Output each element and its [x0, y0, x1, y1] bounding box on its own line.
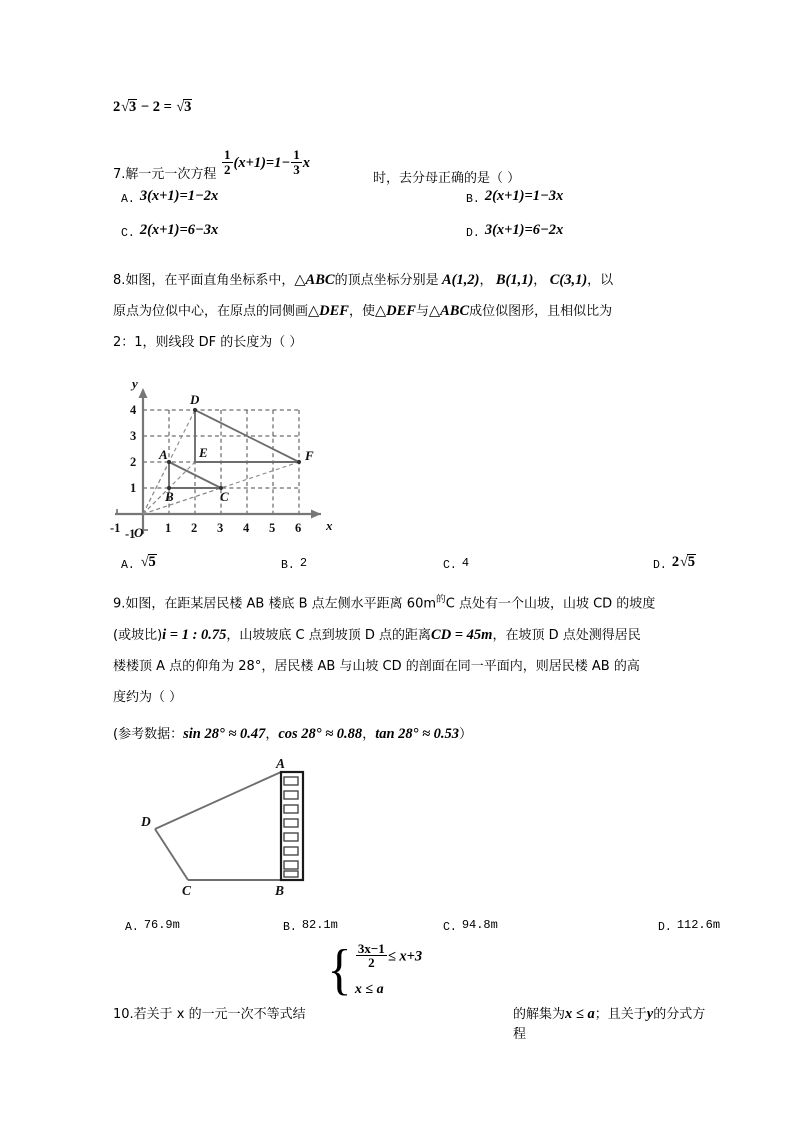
q10-stem-text: 10.若关于 x 的一元一次不等式结: [113, 1006, 306, 1022]
building-label-a: A: [276, 755, 286, 771]
point-label-d: D: [190, 392, 200, 407]
x-axis-arrow-icon: [311, 510, 321, 519]
q8-option-d-coef: 2: [671, 554, 680, 570]
question-8-figure: [107, 364, 713, 549]
question-9-line-1: [113, 585, 713, 620]
point-label-e: E: [199, 445, 208, 460]
question-7-number-text: 7.解一元一次方程: [113, 167, 217, 182]
q9-l1-text-a: 9.如图，在距某居民楼 AB 楼底 B 点左侧水平距离 60m: [113, 596, 437, 612]
axis-label-x: x: [326, 518, 333, 533]
option-a-label: A.: [121, 193, 135, 206]
q10-tail-text-a: 的解集为: [513, 1006, 566, 1022]
q9-option-d-label: D.: [658, 920, 672, 934]
q9-l2-text-c: ，在坡顶 D 点处测得居民: [492, 627, 641, 643]
option-b-label: B.: [466, 193, 480, 206]
y-tick-minus1-label: -1: [125, 527, 136, 541]
radical-group-2: [175, 92, 192, 123]
q8-option-b-value: 2: [299, 556, 308, 570]
question-8-line-2: [113, 296, 713, 327]
question-10: [113, 938, 713, 1042]
x-tick-3: 3: [217, 521, 224, 535]
left-brace-icon: {: [327, 938, 352, 1001]
q9-cd-length: CD = 45m: [431, 626, 493, 643]
origin-label: O: [134, 525, 144, 540]
q9-l4-text: 度约为（ ）: [113, 689, 183, 705]
q8-l2-text-d: 成位似图形，且相似比为: [469, 304, 613, 319]
q8-option-c-label: C.: [443, 559, 457, 572]
radical-group: [120, 92, 137, 123]
q8-triangle-def-1: △DEF: [308, 303, 349, 319]
point-label-f: F: [305, 448, 314, 463]
q9-option-b[interactable]: [283, 915, 338, 934]
q9-option-c-label: C.: [443, 920, 457, 934]
question-7-stem: [113, 149, 713, 187]
rhs-variable: x: [302, 154, 310, 171]
radicand-2: 3: [184, 99, 192, 115]
ref-sep-1: ，: [265, 726, 279, 742]
q8-sep-2: ，: [533, 273, 547, 288]
q10-tail-text-b: ；且关于: [594, 1006, 647, 1022]
q9-l3-text: 楼楼顶 A 点的仰角为 28°，居民楼 AB 与山坡 CD 的剖面在同一平面内，则居民楼 AB 的高: [113, 658, 640, 674]
question-7-equation: [221, 149, 310, 177]
ref-sep-2: ，: [362, 726, 376, 742]
q8-l3-text: 2：1，则线段 DF 的长度为（ ）: [113, 335, 303, 350]
x-tick-1: 1: [165, 521, 172, 535]
question-9-figure: [123, 756, 713, 911]
q8-option-a-label: A.: [121, 559, 135, 572]
q9-option-a[interactable]: [125, 915, 180, 934]
lhs-fraction: [222, 148, 233, 176]
question-7-tail-text: 时，去分母正确的是（ ）: [373, 171, 521, 186]
question-7-options-row-1: [113, 187, 713, 221]
q9-option-a-value: 76.9m: [143, 917, 180, 932]
question-9-reference-data: [113, 719, 713, 750]
q8-triangle-def-2: △DEF: [375, 303, 416, 319]
point-label-a: A: [159, 447, 168, 462]
rhs-fraction-numerator: 1: [293, 147, 300, 162]
q9-l2-text-a: (或坡比): [113, 627, 163, 643]
point-label-c: C: [220, 489, 229, 504]
x-tick-2: 2: [191, 521, 198, 535]
option-d-label: D.: [466, 227, 480, 240]
x-tick-5: 5: [269, 521, 276, 535]
q8-l2-text-a: 原点为位似中心，在原点的同侧画: [113, 304, 309, 319]
q8-option-a[interactable]: [121, 553, 157, 572]
option-b[interactable]: [466, 187, 563, 206]
q10-inequality-system: [326, 938, 423, 1001]
q8-l1-text-a: 8.如图，在平面直角坐标系中，: [113, 273, 295, 288]
q9-option-b-value: 82.1m: [301, 917, 338, 932]
axis-label-y: y: [132, 376, 138, 391]
q10-tail: [513, 1003, 713, 1043]
lhs-fraction-numerator: 1: [224, 147, 231, 162]
q8-triangle-abc-2: △ABC: [428, 303, 470, 319]
q8-option-c-value: 4: [461, 556, 470, 570]
building-label-b: B: [275, 882, 285, 898]
option-b-value: 2(x+1)=1−3x: [484, 188, 564, 204]
radical-sign-icon-2: √: [176, 100, 185, 115]
q8-l2-text-b: ，使: [348, 304, 375, 319]
option-c-value: 2(x+1)=6−3x: [139, 222, 219, 238]
q8-option-d[interactable]: [653, 553, 696, 572]
q8-coord-a: A(1,2): [441, 272, 480, 288]
q8-option-b-label: B.: [281, 559, 295, 572]
building-label-d: D: [141, 813, 151, 829]
q10-variable-y: y: [646, 1005, 654, 1022]
lhs-fraction-denominator: 2: [224, 161, 231, 177]
q8-sep-1: ，: [479, 273, 493, 288]
reference-tan: tan 28° ≈ 0.53: [375, 725, 460, 742]
q9-option-c[interactable]: [443, 915, 498, 934]
q8-l1-text-b: 的顶点坐标分别是: [334, 273, 439, 288]
q8-coord-b: B(1,1): [495, 272, 534, 288]
q9-option-d[interactable]: [658, 915, 720, 934]
top-expression-coef: 2: [113, 99, 121, 115]
y-tick-3: 3: [130, 429, 137, 443]
x-tick-6: 6: [295, 521, 302, 535]
q9-l2-text-b: ，山坡坡底 C 点到坡顶 D 点的距离: [226, 627, 432, 643]
y-axis-arrow-icon: [139, 388, 148, 398]
question-8-line-1: [113, 265, 713, 296]
q8-l2-text-c: 与: [415, 304, 429, 319]
system-row-1-rhs: ≤ x+3: [387, 947, 423, 964]
radical-sign-icon: √: [121, 100, 129, 115]
question-8-line-3: [113, 327, 713, 358]
option-c-label: C.: [121, 227, 135, 240]
option-d[interactable]: [466, 221, 563, 240]
point-label-b: B: [165, 489, 174, 504]
option-a[interactable]: [121, 187, 218, 206]
question-9-line-3: [113, 651, 713, 682]
rhs-fraction: [291, 148, 302, 176]
q10-solution-set: x ≤ a: [565, 1005, 595, 1022]
building-slope-svg: [123, 756, 373, 906]
y-tick-4: 4: [130, 403, 137, 417]
worksheet-content: [110, 92, 721, 1042]
rhs-fraction-denominator: 3: [293, 161, 300, 177]
q8-option-b[interactable]: [281, 553, 307, 572]
option-a-value: 3(x+1)=1−2x: [139, 188, 219, 204]
question-9-line-4: [113, 682, 713, 713]
q8-option-d-radical: √5: [680, 554, 695, 570]
q8-option-c[interactable]: [443, 553, 469, 572]
q8-coord-c: C(3,1): [549, 272, 588, 288]
system-fraction-numerator: 3x−1: [357, 940, 385, 956]
system-fraction-denominator: 2: [368, 955, 375, 971]
coordinate-plane-svg: [107, 364, 359, 544]
q10-tail-text-c: 的分式方程: [513, 1006, 706, 1042]
y-tick-2: 2: [130, 455, 137, 469]
radicand: 3: [128, 99, 137, 115]
q9-slope-ratio: i = 1 : 0.75: [162, 626, 227, 643]
question-7-options-row-2: [113, 221, 713, 255]
reference-sin: sin 28° ≈ 0.47: [183, 725, 266, 742]
y-tick-1: 1: [130, 481, 137, 495]
question-8-options: [113, 553, 713, 585]
q9-l1-text-b: C 点处有一个山坡，山坡 CD 的坡度: [445, 596, 656, 612]
top-expression-rest: − 2 =: [140, 99, 172, 115]
reference-cos: cos 28° ≈ 0.88: [278, 725, 363, 742]
q8-triangle-abc: △ABC: [294, 272, 335, 288]
system-row-1: [355, 940, 423, 971]
reference-prefix: (参考数据：: [113, 726, 184, 742]
q9-l1-superscript: 的: [436, 594, 446, 605]
x-tick-4: 4: [243, 521, 250, 535]
q8-option-d-label: D.: [653, 559, 667, 572]
q9-option-b-label: B.: [283, 920, 297, 934]
system-row-2: x ≤ a: [354, 981, 384, 997]
reference-suffix: ）: [459, 726, 473, 742]
q8-option-a-radical: √5: [140, 554, 156, 570]
q9-option-a-label: A.: [125, 920, 139, 934]
top-expression: [113, 92, 713, 123]
option-d-value: 3(x+1)=6−2x: [484, 222, 564, 238]
option-c[interactable]: [121, 221, 218, 240]
x-tick-minus1: -1: [110, 521, 121, 535]
q8-l1-text-c: ，以: [587, 273, 614, 288]
system-fraction: [356, 942, 387, 970]
building-label-c: C: [182, 882, 192, 898]
q9-option-d-value: 112.6m: [676, 917, 721, 932]
question-9-line-2: [113, 620, 713, 651]
q9-option-c-value: 94.8m: [461, 917, 498, 932]
lhs-rest: (x+1)=1−: [233, 154, 291, 171]
